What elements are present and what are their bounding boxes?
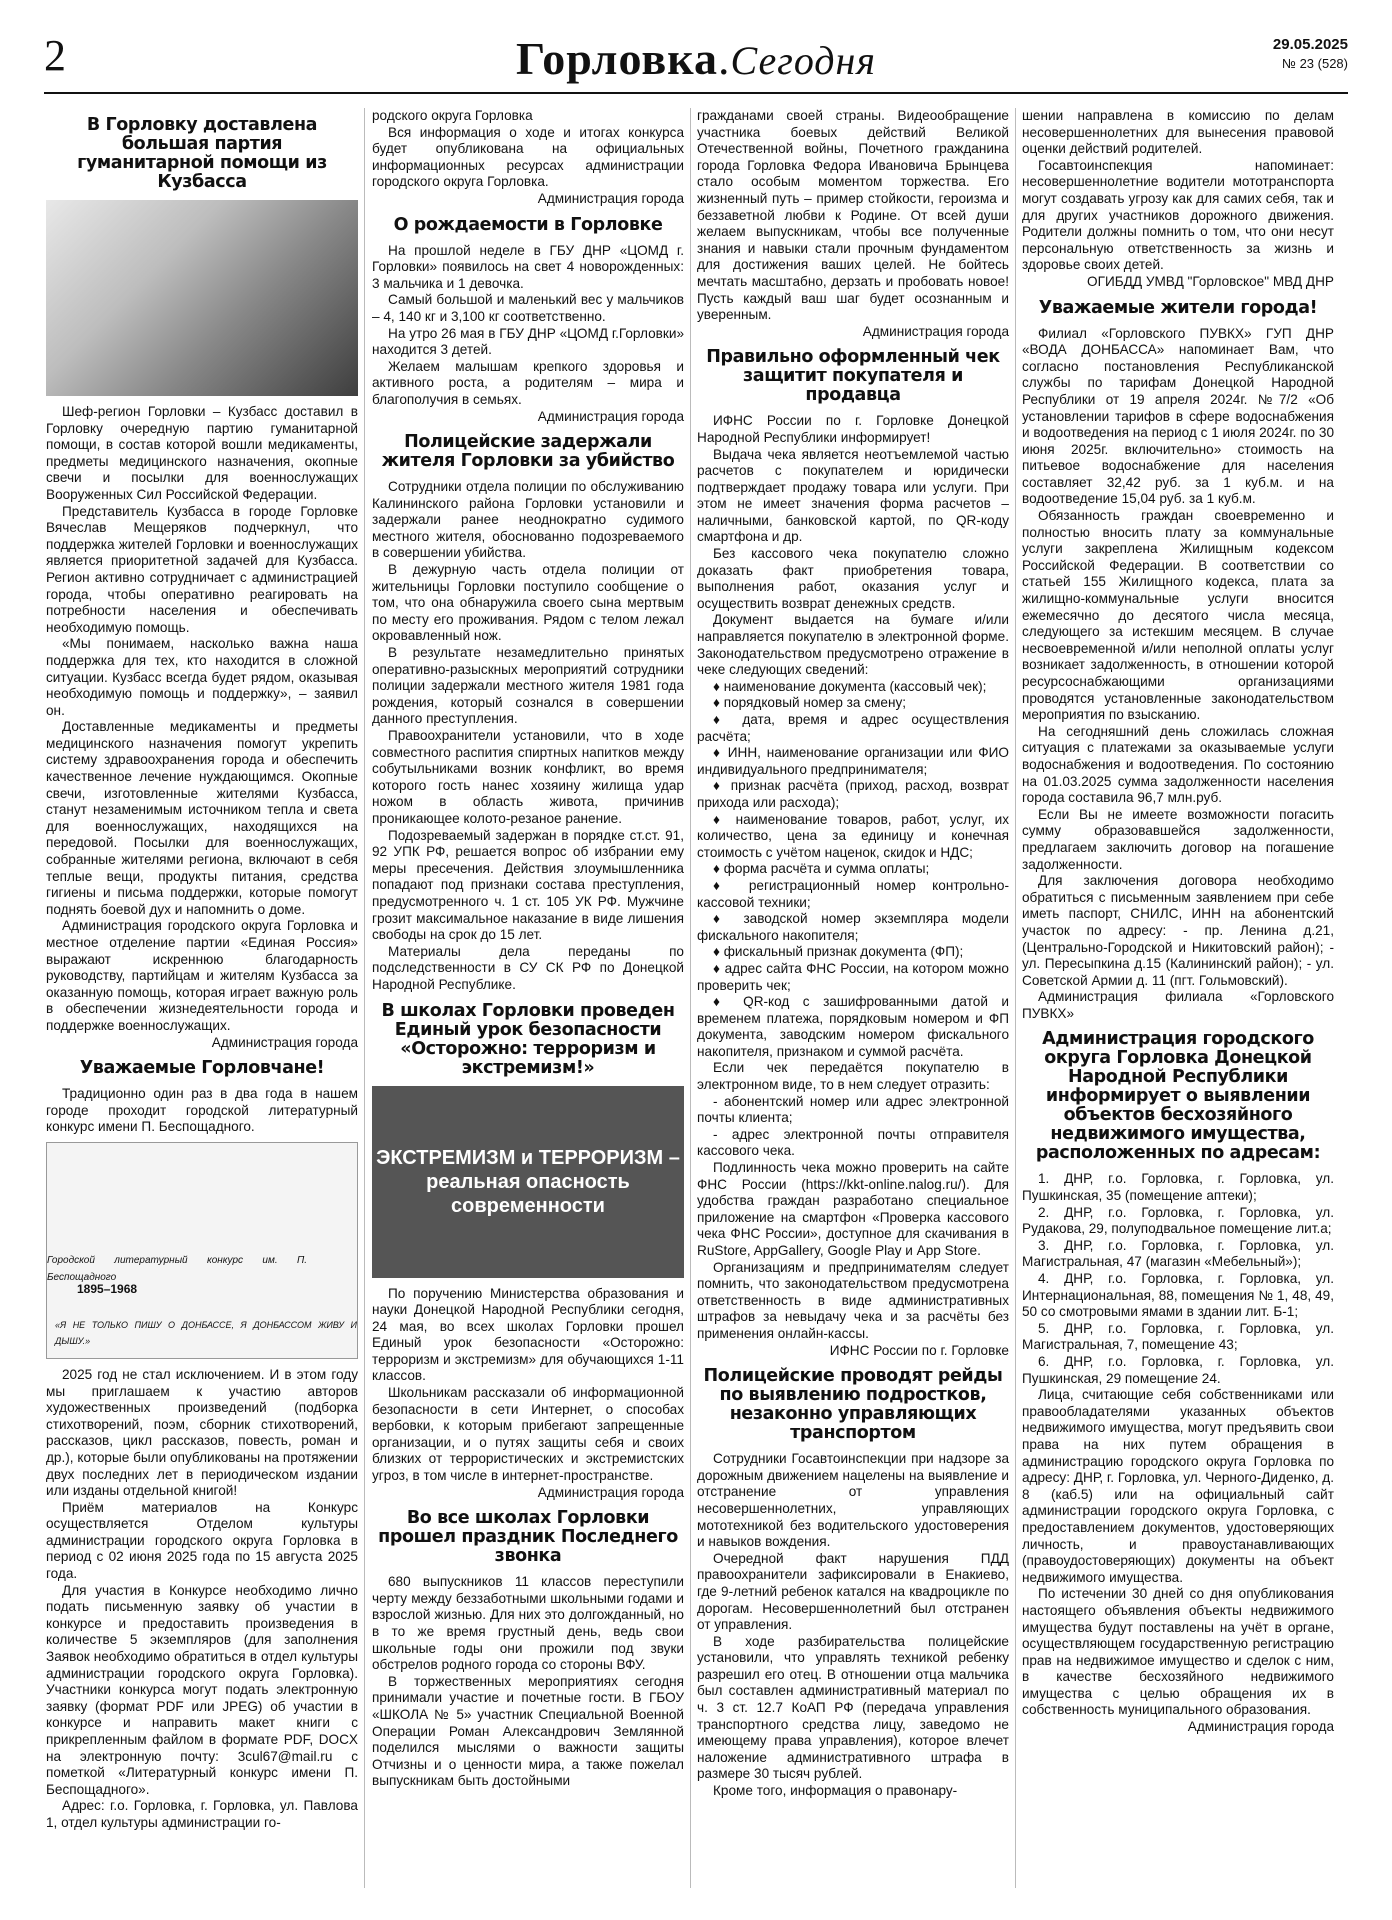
paragraph: По истечении 30 дней со дня опубликования настоящего объявления объекты недвижимого имущества будут поставлены на учёт в органе, осуществляющем государственную регистрацию прав на недвижимое имущество и сделок с ним, в качестве бесхозяйного недвижимого имущества с целью обращения их в собственность муниципального образования. xyxy=(1022,1586,1334,1718)
paragraph: Желаем малышам крепкого здоровья и активного роста, а родителям – мира и благополучия в семьях. xyxy=(372,358,684,407)
paragraph: Очередной факт нарушения ПДД правоохранители зафиксировали в Енакиево, где 9-летний ребенок катался на квадроцикле по дорогам. Несовершеннолетний был отстранен от управления. xyxy=(697,1550,1009,1633)
paragraph: На прошлой неделе в ГБУ ДНР «ЦОМД г. Горловки» появилось на свет 4 новорожденных: 3 мальчика и 1 девочка. xyxy=(372,242,684,291)
paragraph: Администрация городского округа Горловка и местное отделение партии «Единая Россия» выражают искреннюю благодарность руководству, партийцам и жителям Кузбасса за оказанную помощь, которая играет важную роль в обеспечении жизнедеятельности города и поддержке военнослужащих. xyxy=(46,918,358,1033)
contest-scroll-text: Городской литературный конкурс им. П. Беспощадного xyxy=(47,1254,307,1283)
masthead xyxy=(44,30,1348,94)
paragraph: 680 выпускников 11 классов переступили черту между беззаботными школьными годами и взрослой жизнью. Для них это долгожданный, но в то же время грустный день, ведь свои школьные годы они прожили под звуки обстрелов родного города со стороны ВФУ. xyxy=(372,1574,684,1673)
receipt-fields-list xyxy=(697,679,1009,1061)
column-2 xyxy=(372,108,684,1790)
list-item: 4. ДНР, г.о. Горловка, г. Горловка, ул. Интернациональная, 88, помещения № 1, 48, 49, 50 со смотровыми ямами в здании лит. Б-1; xyxy=(1022,1271,1334,1320)
paragraph: Документ выдается на бумаге и/или направляется покупателю в электронной форме. Законодательством предусмотрено отражение в чеке следующих сведений: xyxy=(697,612,1009,678)
paragraph: 2025 год не стал исключением. И в этом году мы приглашаем к участию авторов художественных произведений (подборка стихотворений, поэм, сборник стихотворений, рассказов, цикл рассказов, повесть, роман и др.), которые были опубликованы на протяжении двух последних лет в периодическом издании или изданы отдельной книгой! xyxy=(46,1366,358,1499)
newspaper-title: Горловка.Сегодня xyxy=(516,33,876,84)
paragraph: Материалы дела переданы по подследственности в СУ СК РФ по Донецкой Народной Республике. xyxy=(372,943,684,992)
paragraph: Кроме того, информация о правонару- xyxy=(713,1783,958,1799)
signature: Администрация города xyxy=(862,323,1009,339)
paragraph: По поручению Министерства образования и науки Донецкой Народной Республики сегодня, 24 мая, во всех школах Горловки прошел Единый урок безопасности «Осторожно: терроризм и экстремизм» для обучающихся 1-11 классов. xyxy=(372,1285,684,1384)
paragraph: На сегодняшний день сложилась сложная ситуация с платежами за оказываемые услуги водоснабжения и водоотведения. По состоянию на 01.03.2025 сумма задолженности населения города составила 96,7 млн.руб. xyxy=(1022,723,1334,806)
article-title: В школах Горловки проведен Единый урок безопасности «Осторожно: терроризм и экстремизм!» xyxy=(381,1000,675,1078)
paragraph: Выдача чека является неотъемлемой частью расчетов с покупателем и юридически подтверждает продажу товара или услуги. При этом не имеет значения форма расчетов – наличными, банковской картой, по QR-коду смартфона и др. xyxy=(697,446,1009,545)
signature: Администрация города xyxy=(1187,1719,1334,1735)
paragraph: Адрес: г.о. Горловка, г. Горловка, ул. Павлова 1, отдел культуры администрации го- xyxy=(46,1798,358,1830)
paragraph: ИФНС России по г. Горловке Донецкой Народной Республики информирует! xyxy=(697,413,1009,445)
article-title: Правильно оформленный чек защитит покупателя и продавца xyxy=(706,347,1000,406)
paragraph: Если Вы не имеете возможности погасить сумму образовавшейся задолженности, предлагаем заключить договор на погашение задолженности. xyxy=(1022,806,1334,872)
list-item: ♦ дата, время и адрес осуществления расчёта; xyxy=(697,712,1009,744)
list-item: 3. ДНР, г.о. Горловка, г. Горловка, ул. Магистральная, 47 (магазин «Мебельный»); xyxy=(1022,1237,1334,1270)
list-item: ♦ ИНН, наименование организации или ФИО индивидуального предпринимателя; xyxy=(697,745,1009,777)
article-title: Полицейские проводят рейды по выявлению подростков, незаконно управляющих транспортом xyxy=(703,1366,1003,1444)
issue-date: 29.05.2025 xyxy=(1272,36,1348,53)
column-1 xyxy=(46,108,358,1832)
paragraph: Подлинность чека можно проверить на сайте ФНС России (https://kkt-online.nalog.ru/). Для удобства граждан разработано специальное приложение на смартфон «Проверка кассового чека ФНС России», доступное для скачивания в RuStore, AppGallery, Google Play и App Store. xyxy=(697,1160,1009,1258)
list-item: ♦ регистрационный номер контрольно-кассовой техники; xyxy=(697,877,1009,910)
paragraph: В результате незамедлительно принятых оперативно-разыскных мероприятий сотрудники полиции задержали местного жителя 1981 года рождения, который сознался в совершении данного преступления. xyxy=(372,645,684,727)
paragraph: Подозреваемый задержан в порядке ст.ст. 91, 92 УПК РФ, решается вопрос об избрании ему меры пресечения. Действия злоумышленника попадают под признаки состава преступления, предусмотренного ч. 1 ст. 105 УК РФ. Мужчине грозит максимальное наказание в виде лишения свободы на срок до 15 лет. xyxy=(372,827,684,943)
list-item: ♦ адрес сайта ФНС России, на котором можно проверить чек; xyxy=(697,960,1009,993)
list-item: ♦ QR-код с зашифрованными датой и временем платежа, порядковым номером и ФП документа, заводским номером фискального накопителя, признаком и суммой расчёта. xyxy=(697,994,1009,1059)
portrait-quote: «Я НЕ ТОЛЬКО ПИШУ О ДОНБАССЕ, Я ДОНБАССОМ ЖИВУ И ДЫШУ.» xyxy=(55,1319,357,1347)
paragraph: Организациям и предпринимателям следует помнить, что законодательством предусмотрена ответственность в виде административных штрафов за невыдачу чека и за расчёты без применения онлайн-кассы. xyxy=(697,1259,1009,1341)
list-item: ♦ заводской номер экземпляра модели фискального накопителя; xyxy=(697,911,1009,943)
paragraph: Традиционно один раз в два года в нашем городе проходит городской литературный конкурс имени П. Беспощадного. xyxy=(46,1086,358,1135)
paragraph: гражданами своей страны. Видеообращение участника боевых действий Великой Отечественной войны, Почетного гражданина города Горловка Федора Ивановича Брынцева стало особым моментом торжества. Его жизненный путь – пример стойкости, героизма и беззаветной любви к Родине. От всей души желаем выпускникам, чтобы все полученные знания и навыки стали прочным фундаментом для достижения ваших целей. Не бойтесь мечтать масштабно, дерзать и пробовать новое! Пусть каждый ваш шаг будет осознанным и уверенным. xyxy=(697,108,1009,323)
paragraph: Представитель Кузбасса в городе Горловке Вячеслав Мещеряков подчеркнул, что поддержка жителей Горловки и военнослужащих является приоритетной задачей для Кузбасса. Регион активно сотрудничает с администрацией города, чтобы оперативно реагировать на потребности населения и обеспечивать необходимую помощь. xyxy=(46,503,358,635)
title-main: Горловка xyxy=(516,33,718,84)
signature: Администрация города xyxy=(537,190,684,206)
poster-text: ЭКСТРЕМИЗМ и ТЕРРОРИЗМ – реальная опасность современности xyxy=(376,1146,680,1217)
paragraph: Филиал «Горловского ПУВКХ» ГУП ДНР «ВОДА ДОНБАССА» напоминает Вам, что согласно постановления Республиканской службы по тарифам Донецкой Народной Республики от 19 апреля 2024г. №7/2 «Об установлении тарифов в сфере водоснабжения и водоотведения на период с 1 июля 2024г. по 30 июня 2025г. включительно» стоимость на питьевое водоснабжение для населения составляет 32,42 руб. за 1 куб.м. и на водоотведение 15,04 руб. за 1 куб.м. xyxy=(1022,325,1335,507)
paragraph: шении направлена в комиссию по делам несовершеннолетних для вынесения правовой оценки действий родителей. xyxy=(1022,108,1334,157)
signature: Администрация города xyxy=(537,408,684,424)
article-title: О рождаемости в Горловке xyxy=(393,214,663,235)
paragraph: Администрация филиала «Горловского ПУВКХ» xyxy=(1022,989,1334,1021)
paragraph: «Мы понимаем, насколько важна наша поддержка для тех, кто находится в сложной ситуации. Кузбасс всегда будет рядом, оказывая необходимую помощь и поддержку», – заявил он. xyxy=(46,636,358,718)
paragraph: Лица, считающие себя собственниками или правообладателями указанных объектов недвижимого имущества, могут предъявить свои права на них путем обращения в администрацию городского округа Горловка по адресу: ДНР, г. Горловка, ул. Черного-Диденко, д. 8 (каб.5) или на официальный сайт администрации городского округа Горловка, с предоставлением документов, удостоверяющих личность, и правоустанавливающих (правоудостоверяющих) документы на объект недвижимого имущества. xyxy=(1022,1387,1334,1585)
list-item: 2. ДНР, г.о. Горловка, г. Горловка, ул. Рудакова, 29, полуподвальное помещение лит.а; xyxy=(1022,1204,1334,1237)
portrait-years: 1895–1968 xyxy=(77,1282,138,1297)
list-item: 5. ДНР, г.о. Горловка, г. Горловка, ул. Магистральная, 7, помещение 43; xyxy=(1022,1320,1334,1353)
extremism-poster-photo xyxy=(372,1086,684,1278)
article-title: Уважаемые Горловчане! xyxy=(79,1058,325,1079)
paragraph: Вся информация о ходе и итогах конкурса будет опубликована на официальных информационных ресурсах администрации городского округа Горловка. xyxy=(372,124,684,190)
paragraph: На утро 26 мая в ГБУ ДНР «ЦОМД г.Горловки» находится 3 детей. xyxy=(372,325,684,358)
signature: ИФНС России по г. Горловке xyxy=(829,1342,1009,1358)
paragraph: Для заключения договора необходимо обратиться с письменным заявлением при себе иметь паспорт, СНИЛС, ИНН на абонентский участок по адресу: - пр. Ленина д.21, (Центрально-Городской и Никитовский район); - ул. Пересыпкина д.15 (Калининский район); - ул. Советской Армии д. 11 (пгт. Гольмовский). xyxy=(1022,873,1334,988)
paragraph: Без кассового чека покупателю сложно доказать факт приобретения товара, выполнения работ, оказания услуг и осуществить возврат денежных средств. xyxy=(697,546,1009,611)
list-item: ♦ наименование документа (кассовый чек); xyxy=(713,678,987,694)
list-item: ♦ признак расчёта (приход, расход, возврат прихода или расхода); xyxy=(697,778,1009,810)
article-title: Администрация городского округа Горловка Донецкой Народной Республики информирует о выявлении объектов бесхозяйного недвижимого имущества, расположенных по адресам: xyxy=(1035,1029,1321,1164)
list-item: ♦ форма расчёта и сумма оплаты; xyxy=(713,861,930,877)
article-title: Полицейские задержали жителя Горловки за убийство xyxy=(381,432,675,472)
paragraph: Правоохранители установили, что в ходе совместного распития спиртных напитков между собутыльниками возник конфликт, во время которого гость нанес хозяину жилища удар ножом в область живота, причинив проникающее колото-резаное ранение. xyxy=(372,728,684,826)
paragraph: Сотрудники отдела полиции по обслуживанию Калининского района Горловки установили и задержали ранее неоднократно судимого местного жителя, обоснованно подозреваемого в совершении убийства. xyxy=(372,479,684,561)
paragraph: Самый большой и маленький вес у мальчиков – 4, 140 кг и 3,100 кг соответственно. xyxy=(372,292,684,324)
paragraph: В ходе разбирательства полицейские установили, что управлять техникой ребенку разрешил его отец. В отношении отца мальчика был составлен административный материал по ч. 3 ст. 12.7 КоАП РФ (передача управления транспортного средства лицу, заведомо не имеющему права управления), которое влечет наложение административного штрафа в размере 30 тысяч рублей. xyxy=(697,1633,1009,1782)
article-title: В Горловку доставлена большая партия гуманитарной помощи из Кузбасса xyxy=(77,115,327,192)
paragraph: Госавтоинспекция напоминает: несовершеннолетние водители мототранспорта могут создавать угрозу как для самих себя, так и для других участников дорожного движения. Родители должны помнить о том, что они несут персональную ответственность за жизнь и здоровье своих детей. xyxy=(1022,157,1334,273)
paragraph: В торжественных мероприятиях сегодня принимали участие и почетные гости. В ГБОУ «ШКОЛА № 5» участник Специальной Военной Операции Роман Александрович Землянной поделился мыслями о важности защиты Отчизны и о ценности мира, а также пожелал выпускникам быть достойными xyxy=(372,1673,684,1789)
paragraph: В дежурную часть отдела полиции от жительницы Горловки поступило сообщение о том, что она обнаружила своего сына мертвым по месту его проживания. Рядом с телом лежал окровавленный нож. xyxy=(372,562,684,644)
list-item: 6. ДНР, г.о. Горловка, г. Горловка, ул. Пушкинская, 29 помещение 24. xyxy=(1022,1354,1334,1386)
article-title: Во все школах Горловки прошел праздник Последнего звонка xyxy=(378,1508,678,1567)
paragraph: Приём материалов на Конкурс осуществляется Отделом культуры администрации городского округа Горловка в период с 02 июня 2025 года по 15 августа 2025 года. xyxy=(46,1499,358,1582)
article-title: Уважаемые жители города! xyxy=(1038,297,1318,318)
paragraph: Школьникам рассказали об информационной безопасности в сети Интернет, о способах вербовки, к которым прибегают запрещенные организации, и о путях защиты себя и своих близких от террористических и экстремистских угроз, в том числе в интернет-пространстве. xyxy=(372,1385,684,1484)
paragraph: Обязанность граждан своевременно и полностью вносить плату за коммунальные услуги закреплена Жилищным кодексом Российской Федерации. В соответствии со статьей 155 Жилищного кодекса, плата за жилищно-коммунальные услуги вносится ежемесячно до десятого числа месяца, следующего за истекшим месяцем. В случае несвоевременной и/или неполной оплаты услуг возникает задолженность, в отношении которой ресурсоснабжающими организациями проводятся установленные законодательством мероприятия по взысканию. xyxy=(1022,508,1334,723)
list-item: ♦ наименование товаров, работ, услуг, их количество, цена за единицу и конечная стоимость с учётом наценок, скидок и НДС; xyxy=(697,811,1009,860)
column-4 xyxy=(1022,108,1334,1742)
signature: Администрация города xyxy=(211,1034,358,1050)
paragraph: Для участия в Конкурсе необходимо лично подать письменную заявку об участии в конкурсе и предоставить произведения в количестве 5 экземпляров (для заполнения Заявок необходимо обратиться в отдел культуры администрации городского округа Горловка). Участники конкурса могут подать электронную заявку (формат PDF или JPEG) об участии в конкурсе и направить макет книги с прикрепленным файлом в формате PDF, DOCX на электронную почту: 3cul67@mail.ru с пометкой «Литературный конкурс имени П. Беспощадного». xyxy=(46,1582,358,1797)
page-number: 2 xyxy=(44,31,66,80)
paragraph: родского округа Горловка xyxy=(372,108,533,123)
signature: ОГИБДД УМВД "Горловское" МВД ДНР xyxy=(1087,273,1334,289)
list-item: ♦ фискальный признак документа (ФП); xyxy=(713,944,964,960)
signature: Администрация города xyxy=(537,1484,684,1500)
paragraph: Шеф-регион Горловки – Кузбасс доставил в Горловку очередную партию гуманитарной помощи, в состав которой вошли медикаменты, предметы медицинского назначения, окопные свечи и посылки для военнослужащих Вооруженных Сил Российской Федерации. xyxy=(46,404,358,502)
list-item: 1. ДНР, г.о. Горловка, г. Горловка, ул. Пушкинская, 35 (помещение аптеки); xyxy=(1022,1171,1334,1204)
paragraph: Если чек передаётся покупателю в электронном виде, то в нем следует отразить: xyxy=(697,1060,1009,1093)
literary-contest-illustration xyxy=(46,1142,358,1359)
column-3 xyxy=(697,108,1009,1800)
paragraph: - адрес электронной почты отправителя кассового чека. xyxy=(697,1126,1009,1159)
list-item: ♦ порядковый номер за смену; xyxy=(713,695,907,711)
paragraph: - абонентский номер или адрес электронной почты клиента; xyxy=(697,1093,1009,1126)
title-script: Сегодня xyxy=(730,38,876,83)
humanitarian-aid-photo xyxy=(46,200,358,396)
paragraph: Доставленные медикаменты и предметы медицинского назначения помогут укрепить систему здравоохранения города и обеспечить качественное лечение нуждающимся. Окопные свечи, изготовленные жителями Кузбасса, станут незаменимым источником тепла и света для военнослужащих, находящихся на передовой. Посылки для военнослужащих, собранные жителями региона, включают в себя теплые вещи, продукты питания, средства гигиены и письма поддержки, которые помогут поднять боевой дух и напомнить о доме. xyxy=(46,719,358,917)
issue-number: № 23 (528) xyxy=(1282,56,1348,71)
paragraph: Сотрудники Госавтоинспекции при надзоре за дорожным движением нацелены на выявление и отстранение от управления несовершеннолетних, управляющих мототехникой без водительского удостоверения и навыков вождения. xyxy=(697,1451,1009,1550)
